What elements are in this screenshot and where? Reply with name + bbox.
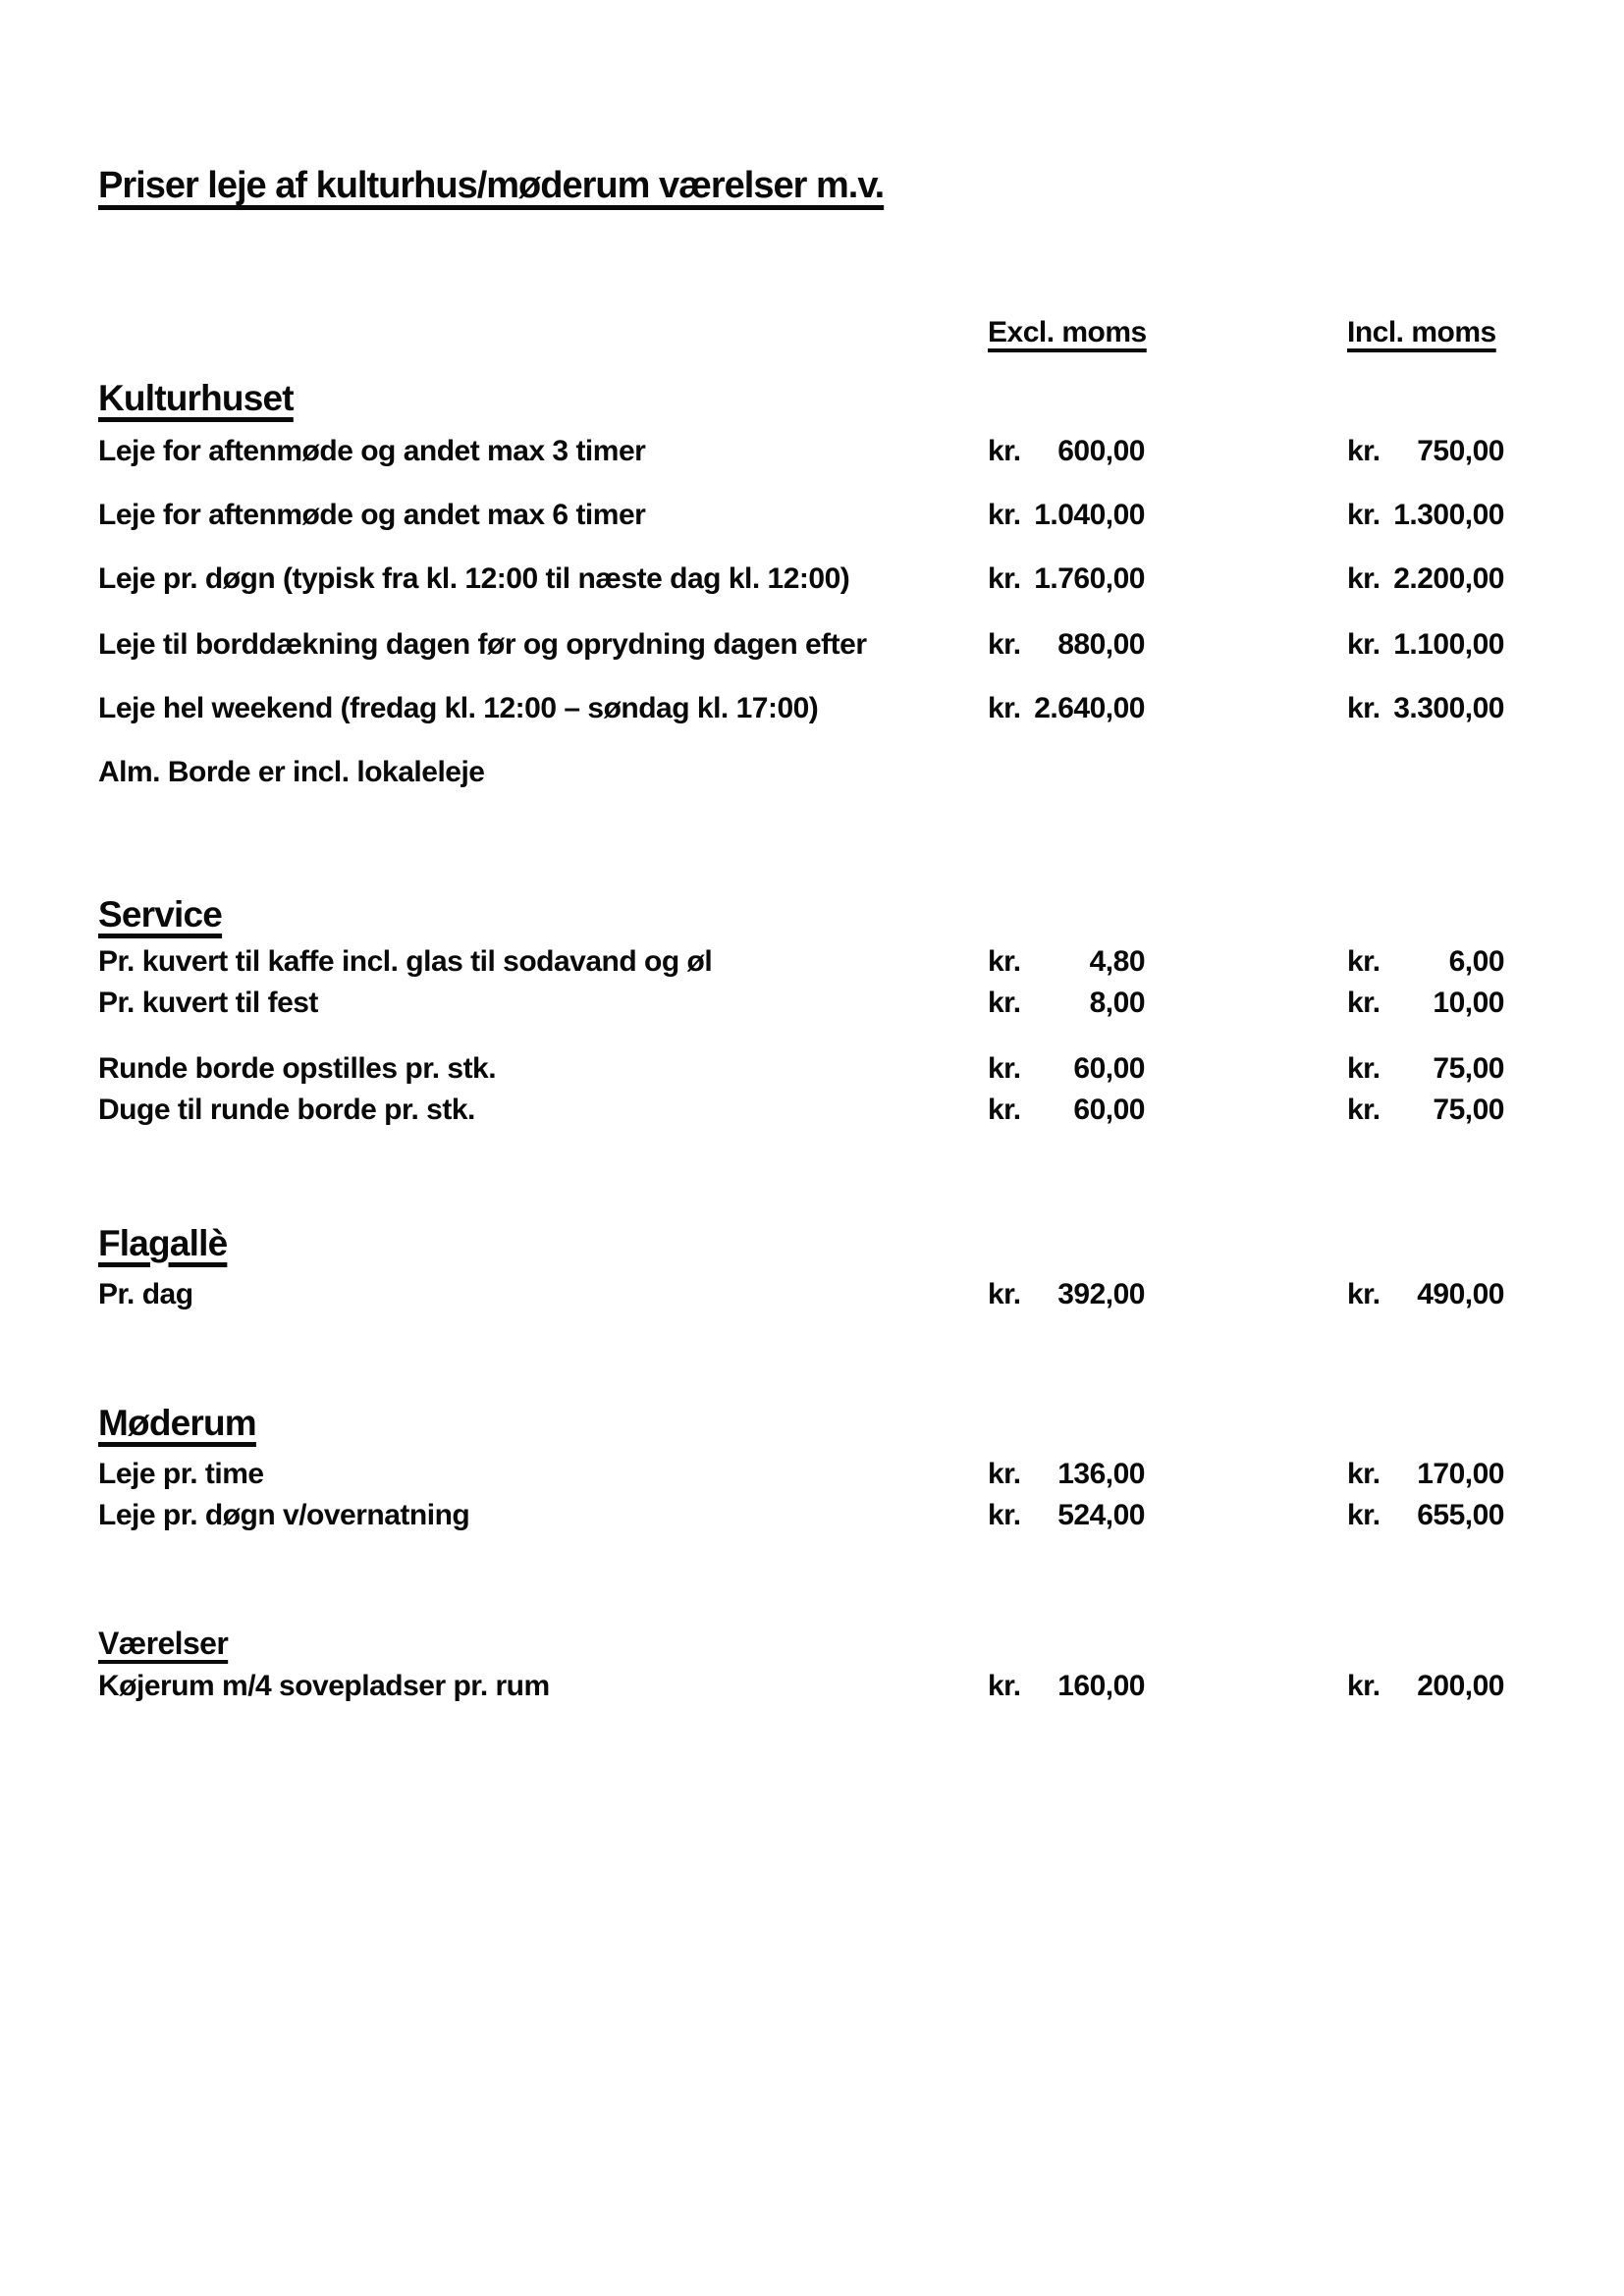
price-excl-moms	[988, 1499, 1145, 1532]
currency-label: kr.	[988, 1499, 1021, 1531]
section-heading-kulturhuset: Kulturhuset	[98, 378, 294, 418]
currency-label: kr.	[1347, 1458, 1380, 1490]
amount: 490,00	[1417, 1278, 1504, 1310]
price-row	[0, 1278, 1624, 1321]
price-excl-moms	[988, 628, 1145, 662]
amount: 6,00	[1448, 945, 1504, 978]
currency-label: kr.	[988, 1052, 1021, 1085]
price-excl-moms	[988, 1052, 1145, 1086]
currency-label: kr.	[988, 435, 1021, 467]
row-label: Leje for aftenmøde og andet max 6 timer	[98, 499, 646, 531]
price-row	[0, 562, 1624, 606]
price-incl-moms	[1347, 1670, 1504, 1703]
amount: 2.640,00	[1034, 692, 1145, 724]
currency-label: kr.	[988, 987, 1021, 1019]
row-label: Pr. kuvert til kaffe incl. glas til sodavand og øl	[98, 945, 713, 978]
currency-label: kr.	[1347, 435, 1380, 467]
price-incl-moms	[1347, 945, 1504, 979]
price-row	[0, 435, 1624, 478]
amount: 75,00	[1433, 1094, 1504, 1126]
price-incl-moms	[1347, 1094, 1504, 1127]
price-excl-moms	[988, 987, 1145, 1020]
amount: 200,00	[1417, 1670, 1504, 1702]
currency-label: kr.	[988, 628, 1021, 661]
amount: 60,00	[1073, 1094, 1145, 1126]
price-incl-moms	[1347, 1499, 1504, 1532]
amount: 136,00	[1057, 1458, 1145, 1490]
price-incl-moms	[1347, 1052, 1504, 1086]
price-incl-moms	[1347, 1458, 1504, 1491]
price-excl-moms	[988, 1278, 1145, 1311]
currency-label: kr.	[1347, 1278, 1380, 1310]
price-excl-moms	[988, 1458, 1145, 1491]
price-excl-moms	[988, 1670, 1145, 1703]
currency-label: kr.	[1347, 1094, 1380, 1126]
price-excl-moms	[988, 945, 1145, 979]
price-excl-moms	[988, 499, 1145, 532]
currency-label: kr.	[988, 945, 1021, 978]
amount: 1.100,00	[1393, 628, 1504, 661]
currency-label: kr.	[1347, 1052, 1380, 1085]
section-heading-service: Service	[98, 894, 223, 934]
price-excl-moms	[988, 435, 1145, 468]
currency-label: kr.	[1347, 945, 1380, 978]
currency-label: kr.	[1347, 1499, 1380, 1531]
price-excl-moms	[988, 562, 1145, 596]
amount: 655,00	[1417, 1499, 1504, 1531]
amount: 4,80	[1089, 945, 1145, 978]
amount: 170,00	[1417, 1458, 1504, 1490]
amount: 8,00	[1089, 987, 1145, 1019]
currency-label: kr.	[988, 1458, 1021, 1490]
amount: 2.200,00	[1393, 562, 1504, 595]
currency-label: kr.	[988, 1670, 1021, 1702]
row-label: Leje pr. døgn v/overnatning	[98, 1499, 470, 1531]
amount: 3.300,00	[1393, 692, 1504, 724]
price-incl-moms	[1347, 1278, 1504, 1311]
price-row	[0, 1458, 1624, 1501]
row-label: Duge til runde borde pr. stk.	[98, 1094, 475, 1126]
row-label: Leje for aftenmøde og andet max 3 timer	[98, 435, 646, 467]
currency-label: kr.	[988, 1094, 1021, 1126]
row-label: Leje pr. døgn (typisk fra kl. 12:00 til næste dag kl. 12:00)	[98, 562, 850, 595]
row-label: Runde borde opstilles pr. stk.	[98, 1052, 497, 1085]
column-header-excl-moms: Excl. moms	[988, 316, 1147, 348]
section-heading-flagalle: Flagallè	[98, 1223, 228, 1263]
row-label: Leje pr. time	[98, 1458, 264, 1490]
currency-label: kr.	[1347, 692, 1380, 724]
row-label: Leje hel weekend (fredag kl. 12:00 – søndag kl. 17:00)	[98, 692, 819, 724]
amount: 750,00	[1417, 435, 1504, 467]
price-incl-moms	[1347, 628, 1504, 662]
price-row	[0, 499, 1624, 542]
amount: 75,00	[1433, 1052, 1504, 1085]
price-row	[0, 1052, 1624, 1095]
price-row	[0, 1499, 1624, 1542]
price-incl-moms	[1347, 435, 1504, 468]
currency-label: kr.	[1347, 499, 1380, 531]
currency-label: kr.	[1347, 987, 1380, 1019]
amount: 524,00	[1057, 1499, 1145, 1531]
amount: 60,00	[1073, 1052, 1145, 1085]
amount: 392,00	[1057, 1278, 1145, 1310]
row-label: Pr. kuvert til fest	[98, 987, 318, 1019]
price-row	[0, 628, 1624, 671]
price-excl-moms	[988, 1094, 1145, 1127]
price-incl-moms	[1347, 562, 1504, 596]
note-alm-borde: Alm. Borde er incl. lokaleleje	[98, 756, 485, 788]
currency-label: kr.	[1347, 562, 1380, 595]
amount: 10,00	[1433, 987, 1504, 1019]
amount: 1.040,00	[1034, 499, 1145, 531]
amount: 160,00	[1057, 1670, 1145, 1702]
currency-label: kr.	[1347, 1670, 1380, 1702]
section-heading-moderum: Møderum	[98, 1403, 256, 1443]
currency-label: kr.	[988, 692, 1021, 724]
row-label: Leje til borddækning dagen før og oprydning dagen efter	[98, 628, 867, 661]
price-incl-moms	[1347, 987, 1504, 1020]
amount: 880,00	[1057, 628, 1145, 661]
amount: 1.300,00	[1393, 499, 1504, 531]
row-label: Køjerum m/4 sovepladser pr. rum	[98, 1670, 550, 1702]
currency-label: kr.	[988, 499, 1021, 531]
currency-label: kr.	[1347, 628, 1380, 661]
amount: 1.760,00	[1034, 562, 1145, 595]
price-row	[0, 987, 1624, 1030]
price-row	[0, 1094, 1624, 1137]
price-row	[0, 1670, 1624, 1713]
price-incl-moms	[1347, 692, 1504, 725]
row-label: Pr. dag	[98, 1278, 193, 1310]
price-row	[0, 692, 1624, 735]
price-excl-moms	[988, 692, 1145, 725]
column-header-incl-moms: Incl. moms	[1347, 316, 1496, 348]
currency-label: kr.	[988, 562, 1021, 595]
price-incl-moms	[1347, 499, 1504, 532]
section-heading-vaerelser: Værelser	[98, 1626, 229, 1661]
page-title: Priser leje af kulturhus/møderum værelser m.v.	[98, 165, 885, 206]
price-row	[0, 945, 1624, 988]
amount: 600,00	[1057, 435, 1145, 467]
currency-label: kr.	[988, 1278, 1021, 1310]
